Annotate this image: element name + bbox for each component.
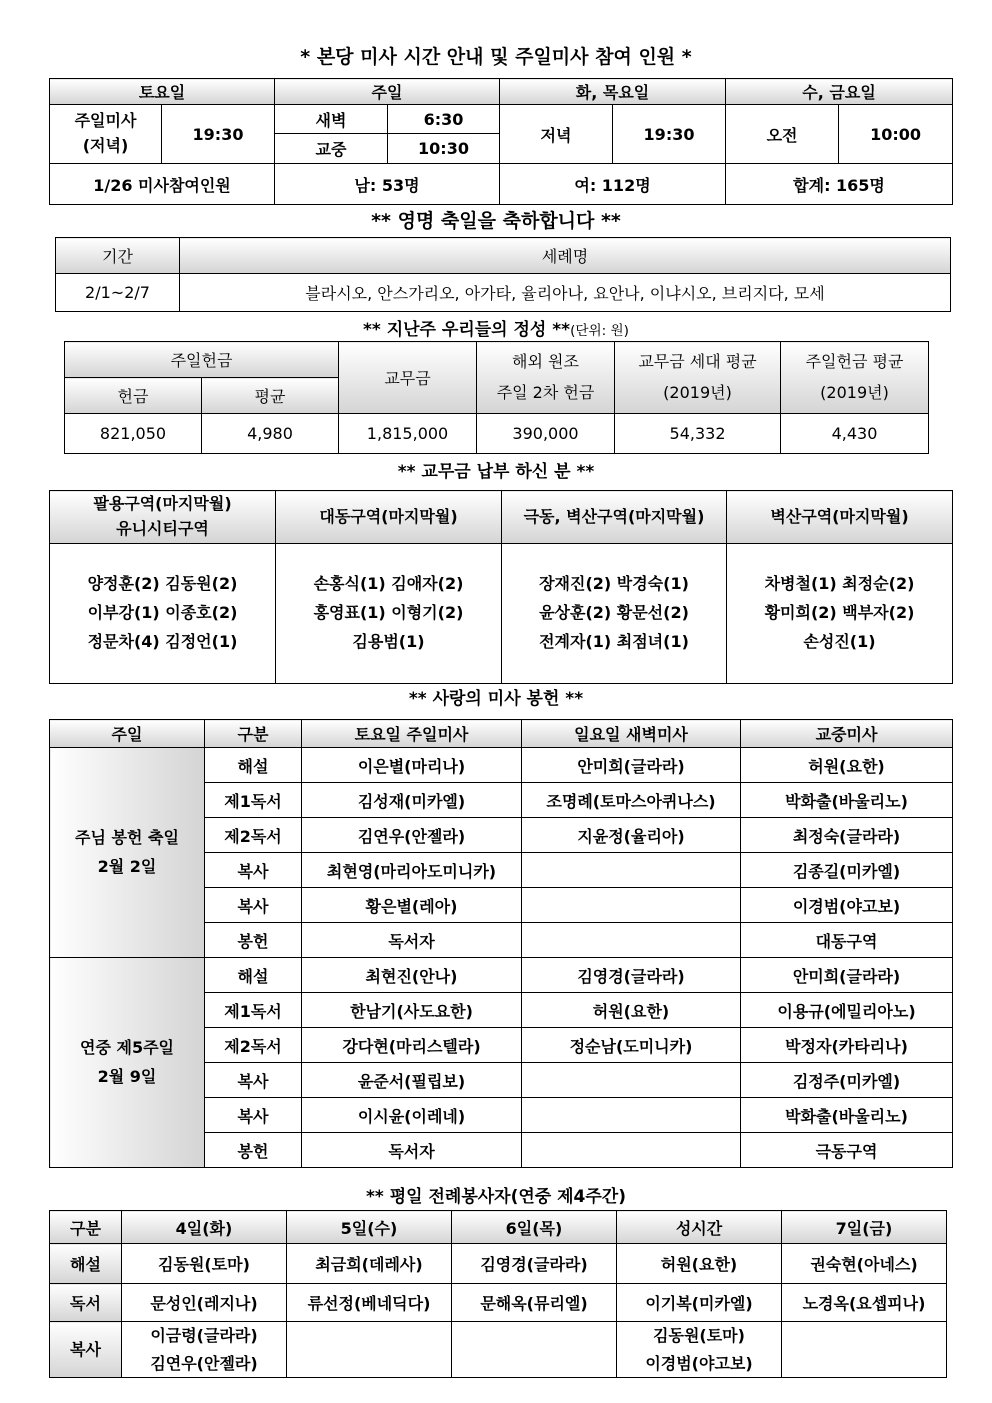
wed-fri-time: 10:00 [839,105,953,164]
saturday-minister: 황은별(레아) [302,888,522,923]
weekday-minister: 류선정(베네딕다) [287,1284,452,1322]
average-value: 4,980 [202,414,339,454]
wed-fri-label: 오전 [726,105,839,164]
weekday-minister: 허원(요한) [617,1244,782,1284]
sunday-main-time: 10:30 [388,134,500,164]
sunday-avg-header-line2: (2019년) [820,382,889,402]
payer-line: 손성진(1) [803,631,876,651]
payer-line: 양정훈(2) 김동원(2) [87,574,238,594]
service-title: ** 사랑의 미사 봉헌 ** [408,689,584,709]
offering-title-text: ** 지난주 우리들의 정성 ** [363,320,571,340]
server-name: 이금령(글라라) [150,1326,258,1346]
overseas-header-line2: 주일 2차 헌금 [496,382,595,402]
main-minister: 안미희(글라라) [741,958,953,993]
sunday-dawn-time: 6:30 [388,105,500,134]
attendance-label: 1/26 미사참여인원 [50,164,275,205]
payer-line: 홍영표(1) 이형기(2) [313,603,464,623]
weekday-role-server: 복사 [50,1322,122,1378]
payer-line: 이부강(1) 이종호(2) [87,603,238,623]
saturday-minister: 김연우(안젤라) [302,818,522,853]
role-cell: 봉헌 [205,923,302,958]
sunday-offering-group-header: 주일헌금 [65,342,339,378]
tue-thu-time: 19:30 [613,105,726,164]
saturday-minister: 한남기(사도요한) [302,993,522,1028]
saturday-minister: 강다현(마리스텔라) [302,1028,522,1063]
role-cell: 복사 [205,853,302,888]
average-header: 평균 [202,378,339,414]
district-payers-palyong [50,544,276,684]
service-table [49,719,953,1168]
weekday-minister: 김영경(글라라) [452,1244,617,1284]
role-cell: 해설 [205,958,302,993]
main-minister: 극동구역 [741,1133,953,1168]
tue-thu-label: 저녁 [500,105,613,164]
tithe-payers-title: ** 교무금 납부 하신 분 ** [397,462,595,482]
role-cell: 제2독서 [205,1028,302,1063]
payer-line: 전계자(1) 최점녀(1) [539,631,689,651]
district-header-palyong-line2: 유니시티구역 [116,519,209,538]
payer-line: 장재진(2) 박경숙(1) [539,574,689,594]
weekday-table [49,1210,947,1378]
weekday-minister: 문해옥(뮤리엘) [452,1284,617,1322]
dawn-minister [522,923,741,958]
offering-table [64,341,929,454]
tithe-payers-table [49,490,953,684]
offering-title [0,315,992,340]
role-cell: 제1독서 [205,783,302,818]
weekday-header-day: 5일(수) [287,1211,452,1244]
header-saturday: 토요일 [50,79,275,105]
feast-period-header: 기간 [56,238,180,274]
role-cell: 해설 [205,748,302,783]
dawn-minister: 허원(요한) [522,993,741,1028]
payer-line: 김용범(1) [352,631,425,651]
weekday-header-day: 4일(화) [122,1211,287,1244]
saturday-mass-label [50,105,162,164]
mass-times-table [49,78,953,205]
sunday-2-name: 연중 제5주일 [80,1037,174,1057]
saturday-minister: 최현영(마리아도미니카) [302,853,522,888]
district-header-palyong [50,491,276,544]
sunday-offering-avg-header [781,342,929,414]
sunday-1-label [50,748,205,958]
district-payers-daedong [276,544,502,684]
weekday-servers [452,1322,617,1378]
role-cell: 제2독서 [205,818,302,853]
district-payers-geukdong [502,544,727,684]
district-header-palyong-line1: 팔용구역(마지막월) [93,494,232,514]
attendance-total: 합계: 165명 [726,164,953,205]
role-cell: 복사 [205,888,302,923]
header-tue-thu: 화, 목요일 [500,79,726,105]
saturday-label-line1: 주일미사 [74,111,137,131]
overseas-header-line1: 해외 원조 [512,352,579,372]
sunday-1-date: 2월 2일 [97,856,157,876]
feast-names: 블라시오, 안스가리오, 아가타, 율리아나, 요안나, 이냐시오, 브리지다, 모세 [180,274,951,312]
dawn-minister: 지윤정(율리아) [522,818,741,853]
role-cell: 봉헌 [205,1133,302,1168]
weekday-header-day: 성시간 [617,1211,782,1244]
dawn-minister: 김영경(글라라) [522,958,741,993]
role-cell: 복사 [205,1063,302,1098]
district-header-daedong: 대동구역(마지막월) [276,491,502,544]
saturday-time: 19:30 [162,105,275,164]
feast-table [55,237,951,312]
dawn-minister: 정순남(도미니카) [522,1028,741,1063]
tithe-household-avg-header [615,342,781,414]
payer-line: 황미희(2) 백부자(2) [764,603,915,623]
weekday-header-role: 구분 [50,1211,122,1244]
saturday-minister: 이시윤(이레네) [302,1098,522,1133]
weekday-minister: 권숙현(아네스) [782,1244,947,1284]
main-minister: 최정숙(글라라) [741,818,953,853]
sunday-1-name: 주님 봉헌 축일 [75,827,179,847]
weekday-minister: 이기복(미카엘) [617,1284,782,1322]
mass-times-title: * 본당 미사 시간 안내 및 주일미사 참여 인원 * [300,46,692,68]
main-minister: 김종길(미카엘) [741,853,953,888]
district-header-byeoksan: 벽산구역(마지막월) [727,491,953,544]
weekday-minister: 김동원(토마) [122,1244,287,1284]
payer-line: 차병철(1) 최정순(2) [764,574,915,594]
sunday-2-date: 2월 9일 [97,1066,157,1086]
dawn-minister: 안미희(글라라) [522,748,741,783]
weekday-header-day: 6일(목) [452,1211,617,1244]
sunday-dawn-label: 새벽 [275,105,388,134]
district-payers-byeoksan [727,544,953,684]
tithe-avg-value: 54,332 [615,414,781,454]
server-name: 김연우(안젤라) [150,1353,258,1373]
payer-line: 손홍식(1) 김애자(2) [313,574,464,594]
feast-names-header: 세례명 [180,238,951,274]
saturday-minister: 독서자 [302,1133,522,1168]
header-sunday: 주일 [275,79,500,105]
service-header-dawn-mass: 일요일 새벽미사 [522,720,741,748]
attendance-male: 남: 53명 [275,164,500,205]
saturday-minister: 윤준서(필립보) [302,1063,522,1098]
main-minister: 김정주(미카엘) [741,1063,953,1098]
server-name: 김동원(토마) [653,1326,745,1346]
tithe-value: 1,815,000 [339,414,477,454]
offering-unit: (단위: 원) [570,323,629,339]
weekday-minister: 문성인(레지나) [122,1284,287,1322]
weekday-servers [617,1322,782,1378]
saturday-label-line2: (저녁) [82,136,129,155]
main-minister: 이경범(야고보) [741,888,953,923]
header-wed-fri: 수, 금요일 [726,79,953,105]
service-header-sunday: 주일 [50,720,205,748]
cash-header: 헌금 [65,378,202,414]
weekday-servers [287,1322,452,1378]
dawn-minister [522,1133,741,1168]
sunday-2-label [50,958,205,1168]
saturday-minister: 이은별(마리나) [302,748,522,783]
service-header-main-mass: 교중미사 [741,720,953,748]
dawn-minister [522,888,741,923]
attendance-female: 여: 112명 [500,164,726,205]
overseas-value: 390,000 [477,414,615,454]
main-minister: 허원(요한) [741,748,953,783]
tithe-avg-header-line2: (2019년) [663,382,732,402]
service-header-role: 구분 [205,720,302,748]
tithe-header: 교무금 [339,342,477,414]
weekday-role-commentary: 해설 [50,1244,122,1284]
payer-line: 윤상훈(2) 황문선(2) [539,603,689,623]
weekday-header-day: 7일(금) [782,1211,947,1244]
saturday-minister: 독서자 [302,923,522,958]
sunday-main-label: 교중 [275,134,388,164]
dawn-minister: 조명례(토마스아퀴나스) [522,783,741,818]
payer-line: 정문차(4) 김정언(1) [87,631,238,651]
dawn-minister [522,853,741,888]
saturday-minister: 최현진(안나) [302,958,522,993]
weekday-servers [782,1322,947,1378]
weekday-minister: 노경옥(요셉피나) [782,1284,947,1322]
main-minister: 박화출(바울리노) [741,1098,953,1133]
weekday-minister: 최금희(데레사) [287,1244,452,1284]
weekday-role-reading: 독서 [50,1284,122,1322]
service-header-saturday-mass: 토요일 주일미사 [302,720,522,748]
weekday-title: ** 평일 전례봉사자(연중 제4주간) [366,1187,626,1207]
feast-title: ** 영명 축일을 축하합니다 ** [371,210,621,232]
overseas-aid-header [477,342,615,414]
tithe-avg-header-line1: 교무금 세대 평균 [638,352,757,372]
sunday-avg-header-line1: 주일헌금 평균 [805,352,904,372]
main-minister: 이용규(에밀리아노) [741,993,953,1028]
role-cell: 제1독서 [205,993,302,1028]
server-name: 이경범(야고보) [645,1353,753,1373]
cash-value: 821,050 [65,414,202,454]
role-cell: 복사 [205,1098,302,1133]
main-minister: 박정자(카타리나) [741,1028,953,1063]
main-minister: 박화출(바울리노) [741,783,953,818]
saturday-minister: 김성재(미카엘) [302,783,522,818]
dawn-minister [522,1098,741,1133]
feast-period: 2/1~2/7 [56,274,180,312]
district-header-geukdong: 극동, 벽산구역(마지막월) [502,491,727,544]
weekday-servers [122,1322,287,1378]
dawn-minister [522,1063,741,1098]
main-minister: 대동구역 [741,923,953,958]
sunday-avg-value: 4,430 [781,414,929,454]
